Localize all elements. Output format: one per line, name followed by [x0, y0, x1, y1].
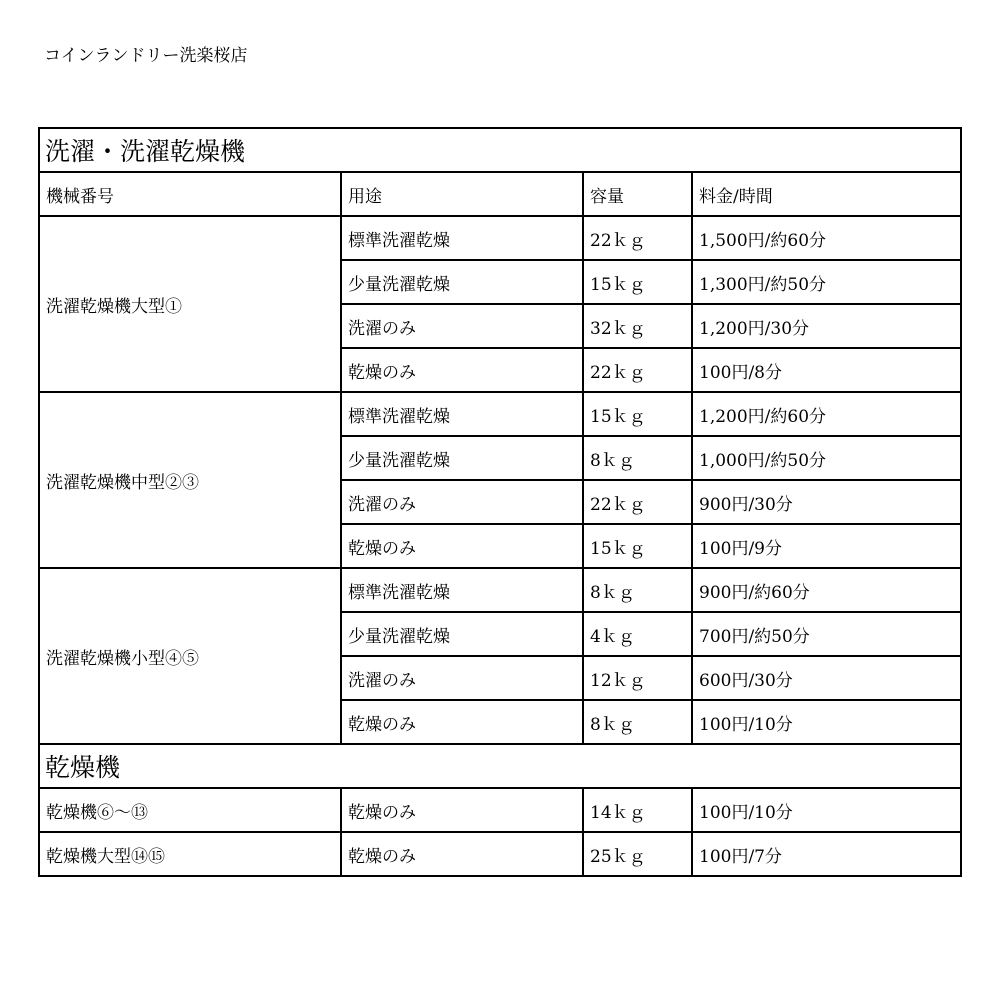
price-cell: 900円/約60分: [692, 568, 961, 612]
use-cell: 乾燥のみ: [341, 700, 583, 744]
header-use: 用途: [341, 172, 583, 216]
capacity-cell: 15ｋｇ: [583, 392, 692, 436]
machine-cell: 乾燥機⑥～⑬: [39, 788, 341, 832]
store-name: コインランドリー洗楽桜店: [44, 46, 248, 66]
use-cell: 標準洗濯乾燥: [341, 216, 583, 260]
machine-cell: 洗濯乾燥機大型①: [39, 216, 341, 392]
capacity-cell: 22ｋｇ: [583, 348, 692, 392]
use-cell: 洗濯のみ: [341, 480, 583, 524]
price-cell: 100円/10分: [692, 788, 961, 832]
machine-cell: 洗濯乾燥機小型④⑤: [39, 568, 341, 744]
table-row: [39, 216, 961, 260]
use-cell: 少量洗濯乾燥: [341, 612, 583, 656]
header-capacity: 容量: [583, 172, 692, 216]
capacity-cell: 4ｋｇ: [583, 612, 692, 656]
use-cell: 少量洗濯乾燥: [341, 436, 583, 480]
capacity-cell: 8ｋｇ: [583, 436, 692, 480]
capacity-cell: 14ｋｇ: [583, 788, 692, 832]
price-cell: 1,000円/約50分: [692, 436, 961, 480]
price-cell: 1,200円/30分: [692, 304, 961, 348]
section-title-row: [39, 744, 961, 788]
header-price: 料金/時間: [692, 172, 961, 216]
section-title-row: [39, 128, 961, 172]
price-cell: 900円/30分: [692, 480, 961, 524]
table-row: [39, 832, 961, 876]
use-cell: 乾燥のみ: [341, 788, 583, 832]
section-title-dryer: 乾燥機: [39, 744, 961, 788]
capacity-cell: 15ｋｇ: [583, 260, 692, 304]
price-cell: 1,200円/約60分: [692, 392, 961, 436]
capacity-cell: 8ｋｇ: [583, 700, 692, 744]
machine-cell: 洗濯乾燥機中型②③: [39, 392, 341, 568]
capacity-cell: 25ｋｇ: [583, 832, 692, 876]
table-header-row: [39, 172, 961, 216]
price-cell: 100円/7分: [692, 832, 961, 876]
use-cell: 洗濯のみ: [341, 304, 583, 348]
capacity-cell: 22ｋｇ: [583, 480, 692, 524]
table-row: [39, 568, 961, 612]
capacity-cell: 8ｋｇ: [583, 568, 692, 612]
price-cell: 700円/約50分: [692, 612, 961, 656]
use-cell: 乾燥のみ: [341, 524, 583, 568]
capacity-cell: 32ｋｇ: [583, 304, 692, 348]
use-cell: 乾燥のみ: [341, 348, 583, 392]
header-machine-number: 機械番号: [39, 172, 341, 216]
price-cell: 100円/9分: [692, 524, 961, 568]
use-cell: 少量洗濯乾燥: [341, 260, 583, 304]
use-cell: 標準洗濯乾燥: [341, 568, 583, 612]
price-cell: 1,300円/約50分: [692, 260, 961, 304]
use-cell: 洗濯のみ: [341, 656, 583, 700]
price-cell: 100円/8分: [692, 348, 961, 392]
price-cell: 600円/30分: [692, 656, 961, 700]
use-cell: 乾燥のみ: [341, 832, 583, 876]
section-title-washer-dryer: 洗濯・洗濯乾燥機: [39, 128, 961, 172]
capacity-cell: 22ｋｇ: [583, 216, 692, 260]
price-table: [38, 127, 962, 877]
use-cell: 標準洗濯乾燥: [341, 392, 583, 436]
table-row: [39, 788, 961, 832]
capacity-cell: 12ｋｇ: [583, 656, 692, 700]
table-row: [39, 392, 961, 436]
price-cell: 1,500円/約60分: [692, 216, 961, 260]
machine-cell: 乾燥機大型⑭⑮: [39, 832, 341, 876]
price-cell: 100円/10分: [692, 700, 961, 744]
capacity-cell: 15ｋｇ: [583, 524, 692, 568]
